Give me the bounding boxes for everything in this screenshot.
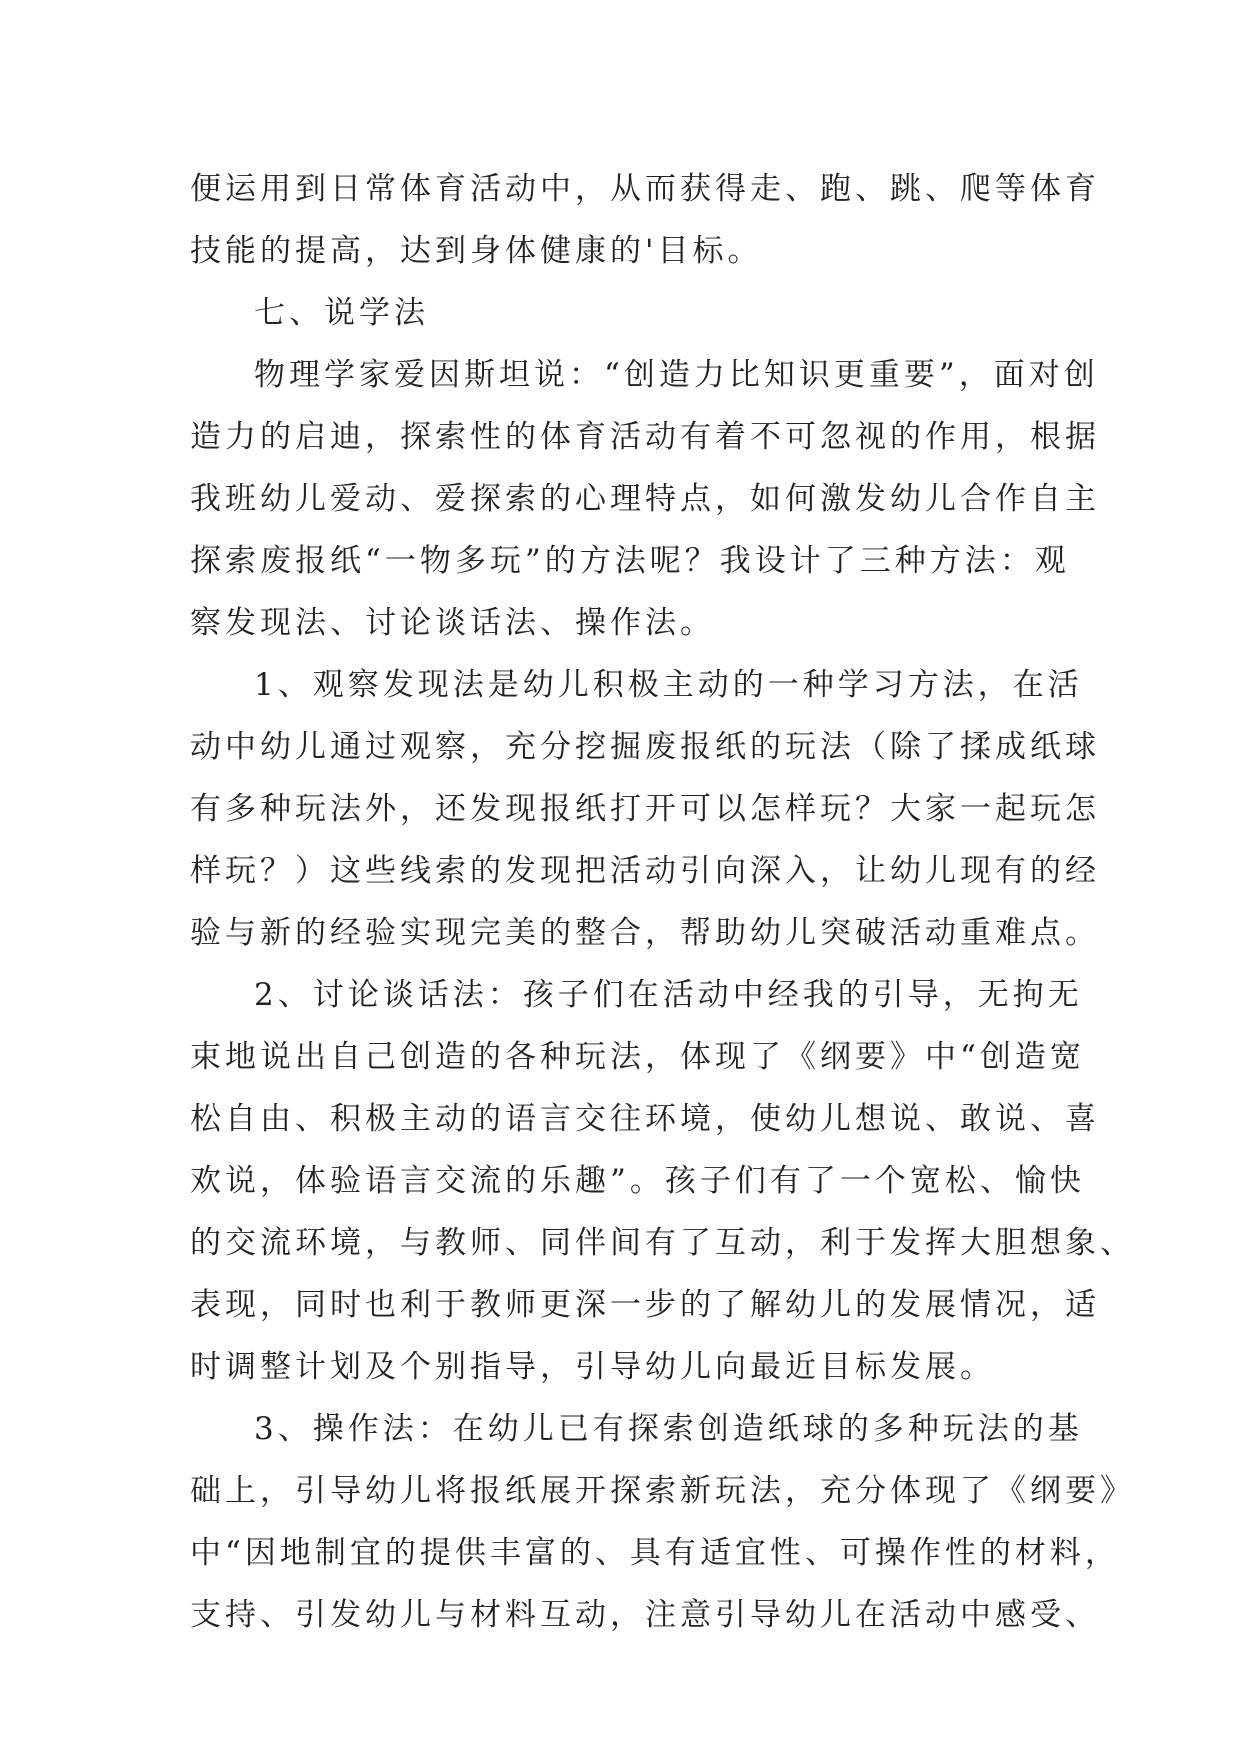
text-line: 探索废报纸“一物多玩”的方法呢？我设计了三种方法：观 [190, 543, 1070, 579]
text-line: 物理学家爱因斯坦说：“创造力比知识更重要”，面对创 [254, 357, 1099, 393]
text-line: 有多种玩法外，还发现报纸打开可以怎样玩？大家一起玩怎 [190, 791, 1100, 827]
text-line: 束地说出自己创造的各种玩法，体现了《纲要》中“创造宽 [190, 1039, 1085, 1075]
text-line: 的交流环境，与教师、同伴间有了互动，利于发挥大胆想象、 [190, 1225, 1135, 1261]
text-line: 察发现法、讨论谈话法、操作法。 [190, 605, 715, 641]
text-line: 时调整计划及个别指导，引导幼儿向最近目标发展。 [190, 1349, 995, 1385]
text-line: 便运用到日常体育活动中，从而获得走、跑、跳、爬等体育 [190, 171, 1100, 207]
text-line: 验与新的经验实现完美的整合，帮助幼儿突破活动重难点。 [190, 915, 1100, 951]
text-line: 表现，同时也利于教师更深一步的了解幼儿的发展情况，适 [190, 1287, 1100, 1323]
text-line: 1、观察发现法是幼儿积极主动的一种学习方法，在活 [254, 667, 1083, 703]
text-line: 动中幼儿通过观察，充分挖掘废报纸的玩法（除了揉成纸球 [190, 729, 1100, 765]
text-line: 支持、引发幼儿与材料互动，注意引导幼儿在活动中感受、 [190, 1597, 1100, 1633]
text-line: 欢说，体验语言交流的乐趣”。孩子们有了一个宽松、愉快 [190, 1163, 1085, 1199]
text-line: 造力的启迪，探索性的体育活动有着不可忽视的作用，根据 [190, 419, 1100, 455]
text-line: 松自由、积极主动的语言交往环境，使幼儿想说、敢说、喜 [190, 1101, 1100, 1137]
section-heading: 七、说学法 [254, 295, 429, 331]
text-line: 中“因地制宜的提供丰富的、具有适宜性、可操作性的材料， [190, 1535, 1120, 1571]
text-line: 2、讨论谈话法：孩子们在活动中经我的引导，无拘无 [254, 977, 1083, 1013]
text-line: 础上，引导幼儿将报纸展开探索新玩法，充分体现了《纲要》 [190, 1473, 1135, 1509]
text-line: 样玩？）这些线索的发现把活动引向深入，让幼儿现有的经 [190, 853, 1100, 889]
body-text [190, 158, 1135, 1646]
text-line: 3、操作法：在幼儿已有探索创造纸球的多种玩法的基 [254, 1411, 1083, 1447]
text-line: 我班幼儿爱动、爱探索的心理特点，如何激发幼儿合作自主 [190, 481, 1100, 517]
text-line: 技能的提高，达到身体健康的'目标。 [190, 233, 763, 269]
